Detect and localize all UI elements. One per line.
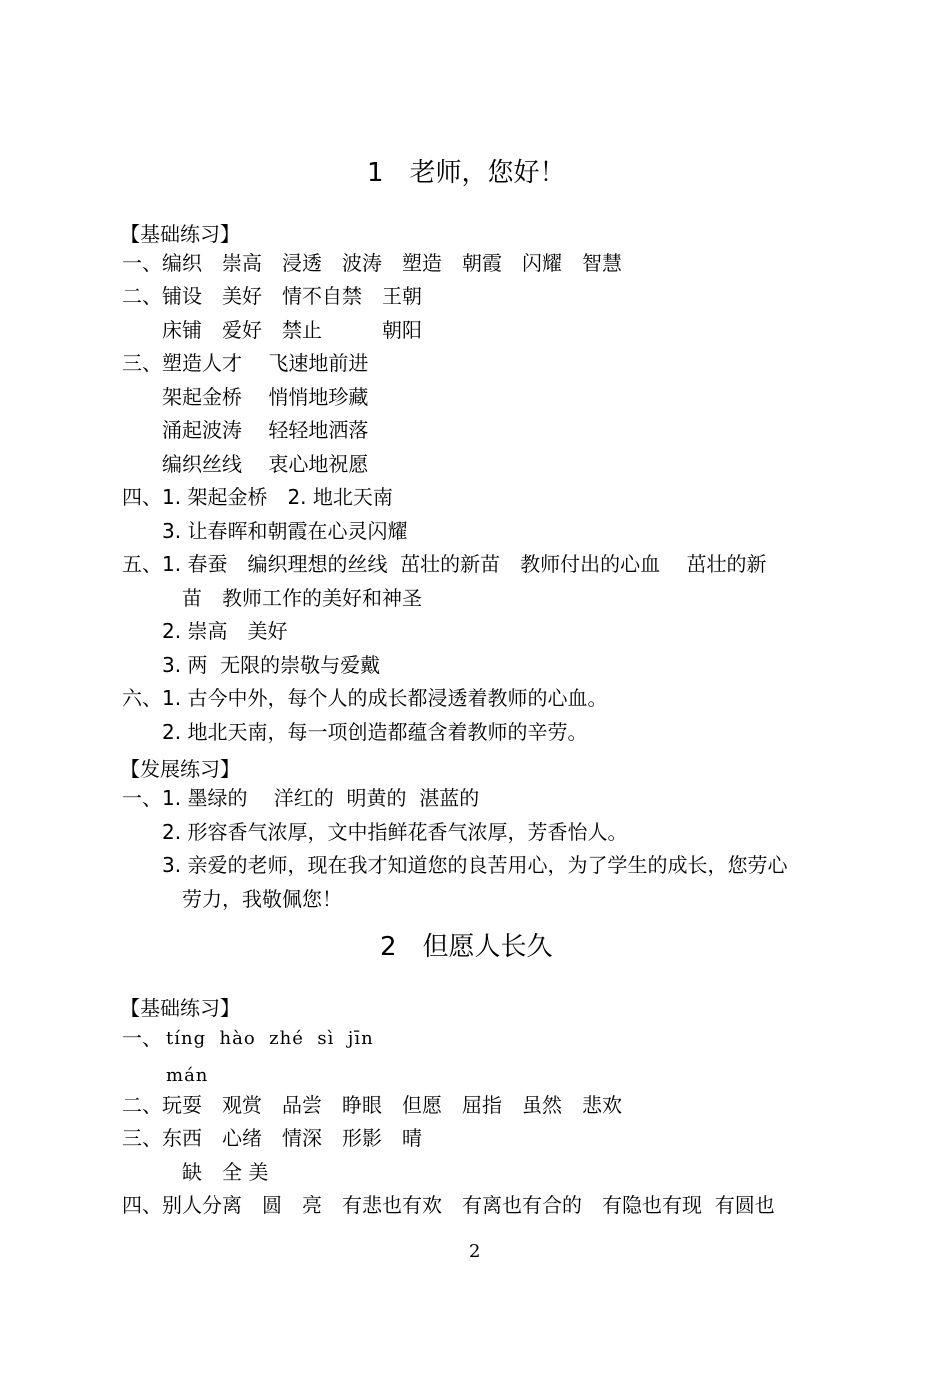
answer-line: 2. 形容香气浓厚，文中指鲜花香气浓厚，芳香怡人。 — [122, 820, 628, 844]
answer-line: 四、别人分离 圆 亮 有悲也有欢 有离也有合的 有隐也有现 有圆也 — [122, 1193, 775, 1217]
lesson-2-basic-heading: 【基础练习】 — [120, 996, 240, 1020]
answer-line: 一、1. 墨绿的 洋红的 明黄的 湛蓝的 — [122, 786, 480, 810]
answer-line: 3. 亲爱的老师，现在我才知道您的良苦用心，为了学生的成长，您劳心 — [122, 853, 788, 877]
answer-line: 劳力，我敬佩您！ — [122, 887, 342, 911]
answer-line: 架起金桥 悄悄地珍藏 — [122, 385, 369, 409]
lesson-2-title: 2 但愿人长久 — [380, 932, 553, 962]
answer-line: 缺 全 美 — [122, 1160, 269, 1184]
answer-line: 3. 两 无限的崇敬与爱戴 — [122, 653, 381, 677]
lesson-1-basic-heading: 【基础练习】 — [120, 222, 240, 246]
answer-line: 一、编织 崇高 浸透 波涛 塑造 朝霞 闪耀 智慧 — [122, 251, 622, 275]
answer-line-label: 一、 — [122, 1026, 162, 1050]
answer-line: 苗 教师工作的美好和神圣 — [122, 586, 422, 610]
answer-line: 2. 地北天南，每一项创造都蕴含着教师的辛劳。 — [122, 720, 588, 744]
answer-line: 五、1. 春蚕 编织理想的丝线 茁壮的新苗 教师付出的心血 茁壮的新 — [122, 552, 767, 576]
answer-line: 编织丝线 衷心地祝愿 — [122, 452, 369, 476]
page-number: 2 — [469, 1241, 481, 1262]
answer-line: 三、塑造人才 飞速地前进 — [122, 351, 369, 375]
answer-line: 四、1. 架起金桥 2. 地北天南 — [122, 485, 393, 509]
answer-line: 六、1. 古今中外，每个人的成长都浸透着教师的心血。 — [122, 686, 608, 710]
pinyin-line: tíng hào zhé sì jīn — [166, 1028, 374, 1049]
lesson-1-title: 1 老师，您好！ — [367, 158, 566, 188]
answer-line: 涌起波涛 轻轻地洒落 — [122, 418, 369, 442]
answer-line: 二、铺设 美好 情不自禁 王朝 — [122, 284, 422, 308]
answer-line: 3. 让春晖和朝霞在心灵闪耀 — [122, 519, 408, 543]
lesson-1-dev-heading: 【发展练习】 — [120, 757, 240, 781]
answer-line: 二、玩耍 观赏 品尝 睁眼 但愿 屈指 虽然 悲欢 — [122, 1093, 622, 1117]
answer-line: 2. 崇高 美好 — [122, 619, 288, 643]
pinyin-line: mán — [166, 1065, 209, 1086]
answer-line: 床铺 爱好 禁止 朝阳 — [122, 318, 422, 342]
answer-line: 三、东西 心绪 情深 形影 晴 — [122, 1126, 422, 1150]
